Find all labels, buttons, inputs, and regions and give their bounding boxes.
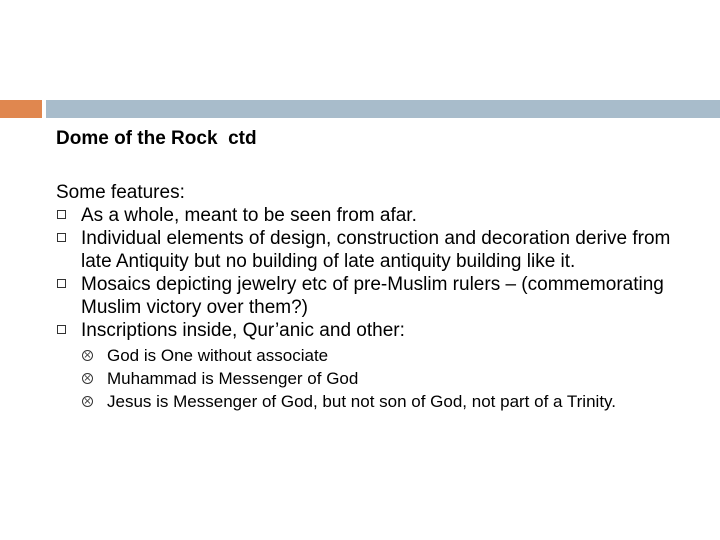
list-item [56,273,696,319]
list-item [81,345,696,367]
circle-cross-bullet-icon: × [83,396,92,407]
header-accent-blue-bar [46,100,720,118]
bullet-text: Mosaics depicting jewelry etc of pre-Muslim rulers – (commemorating Muslim victory over them?) [81,274,664,318]
slide-body [56,181,696,414]
slide-title: Dome of the Rock ctd [56,128,257,149]
bullet-list [56,204,696,413]
list-item [81,368,696,390]
list-item [56,204,696,227]
intro-text: Some features: [56,182,185,203]
sub-bullet-text: God is One without associate [107,346,329,365]
sub-bullet-list [81,345,696,413]
header-accent-orange-bar [0,100,42,118]
square-bullet-icon [57,210,66,219]
bullet-text: As a whole, meant to be seen from afar. [81,205,417,226]
sub-bullet-text: Jesus is Messenger of God, but not son of God, not part of a Trinity. [107,392,617,411]
circle-cross-bullet-icon: × [83,350,92,361]
square-bullet-icon [57,233,66,242]
list-item [81,391,696,413]
square-bullet-icon [57,325,66,334]
bullet-text: Inscriptions inside, Qur’anic and other: [81,320,405,341]
list-item [56,227,696,273]
circle-cross-bullet-icon: × [83,373,92,384]
sub-bullet-text: Muhammad is Messenger of God [107,369,359,388]
bullet-text: Individual elements of design, construction and decoration derive from late Antiquity but no building of late antiquity building like it. [81,228,671,272]
square-bullet-icon [57,279,66,288]
list-item [56,319,696,413]
